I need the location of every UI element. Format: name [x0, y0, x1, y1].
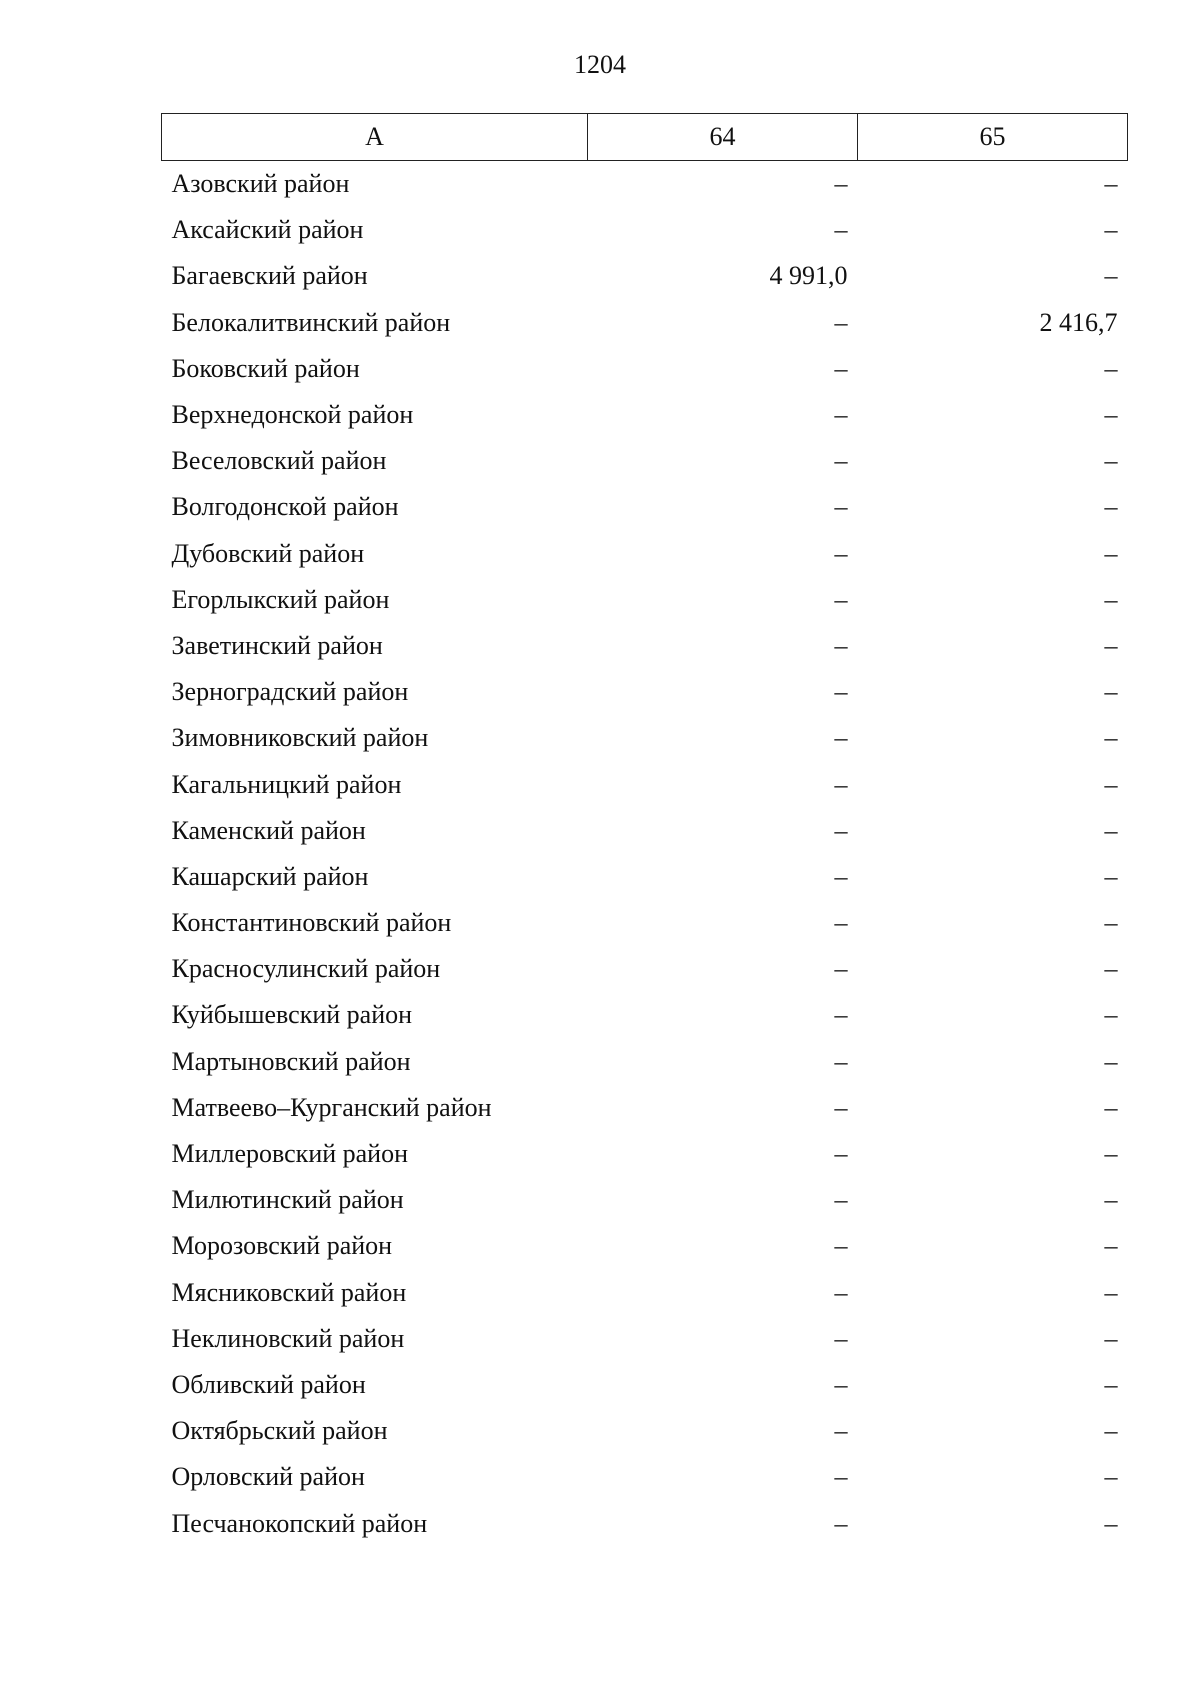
district-name-cell: Матвеево–Курганский район — [171, 1092, 492, 1122]
table-row — [162, 531, 1128, 577]
table-row — [162, 392, 1128, 438]
value-col-65-cell: – — [1104, 1185, 1118, 1215]
data-table — [161, 113, 1128, 1547]
district-name-cell: Неклиновский район — [171, 1323, 405, 1353]
value-col-65-cell: – — [1104, 353, 1118, 383]
table-row — [162, 1316, 1128, 1362]
value-col-64-cell: – — [834, 1277, 848, 1307]
value-col-65-cell: – — [1104, 677, 1118, 707]
value-col-64-cell: – — [834, 169, 848, 199]
table-row — [162, 346, 1128, 392]
district-name-cell: Кашарский район — [171, 861, 369, 891]
table-row — [162, 438, 1128, 484]
value-col-65-cell: – — [1104, 1277, 1118, 1307]
table-row — [162, 577, 1128, 623]
table-row — [162, 808, 1128, 854]
value-col-65-cell: – — [1104, 446, 1118, 476]
value-col-65-cell: – — [1104, 1416, 1118, 1446]
table-row — [162, 946, 1128, 992]
value-col-64-cell: – — [834, 1000, 848, 1030]
value-col-65-cell: – — [1104, 630, 1118, 660]
value-col-64-cell: – — [834, 1369, 848, 1399]
district-name-cell: Верхнедонской район — [171, 400, 414, 430]
table-row — [162, 1408, 1128, 1454]
value-col-65-cell: – — [1104, 861, 1118, 891]
district-name-cell: Константиновский район — [171, 908, 452, 938]
value-col-65-cell: – — [1104, 908, 1118, 938]
value-col-65-cell: 2 416,7 — [1039, 307, 1118, 337]
header-cell-64: 64 — [588, 114, 858, 161]
district-name-cell: Орловский район — [171, 1462, 365, 1492]
value-col-65-cell: – — [1104, 400, 1118, 430]
value-col-64-cell: – — [834, 630, 848, 660]
value-col-65-cell: – — [1104, 1231, 1118, 1261]
table-row — [162, 761, 1128, 807]
value-col-65-cell: – — [1104, 1369, 1118, 1399]
value-col-65-cell: – — [1104, 538, 1118, 568]
table-row — [162, 669, 1128, 715]
table-body — [162, 161, 1128, 1547]
value-col-64-cell: – — [834, 723, 848, 753]
district-name-cell: Егорлыкский район — [171, 584, 390, 614]
table-row — [162, 1362, 1128, 1408]
table-row — [162, 1223, 1128, 1269]
value-col-64-cell: – — [834, 1462, 848, 1492]
value-col-64-cell: – — [834, 584, 848, 614]
table-row — [162, 900, 1128, 946]
value-col-65-cell: – — [1104, 169, 1118, 199]
table-row — [162, 1131, 1128, 1177]
value-col-65-cell: – — [1104, 584, 1118, 614]
district-name-cell: Милютинский район — [171, 1185, 404, 1215]
value-col-65-cell: – — [1104, 815, 1118, 845]
table-row — [162, 1500, 1128, 1546]
table-row — [162, 1270, 1128, 1316]
district-name-cell: Куйбышевский район — [171, 1000, 413, 1030]
value-col-65-cell: – — [1104, 215, 1118, 245]
value-col-64-cell: – — [834, 908, 848, 938]
table-row — [162, 484, 1128, 530]
table-row — [162, 1454, 1128, 1500]
district-name-cell: Волгодонской район — [171, 492, 399, 522]
value-col-64-cell: – — [834, 353, 848, 383]
value-col-64-cell: – — [834, 1231, 848, 1261]
district-name-cell: Заветинский район — [171, 630, 383, 660]
value-col-65-cell: – — [1104, 1508, 1118, 1538]
district-name-cell: Каменский район — [171, 815, 366, 845]
value-col-65-cell: – — [1104, 261, 1118, 291]
table-row — [162, 992, 1128, 1038]
value-col-65-cell: – — [1104, 769, 1118, 799]
district-name-cell: Кагальницкий район — [171, 769, 402, 799]
value-col-64-cell: – — [834, 1139, 848, 1169]
page-number: 1204 — [574, 50, 626, 79]
table-row — [162, 623, 1128, 669]
district-name-cell: Зимовниковский район — [171, 723, 429, 753]
value-col-65-cell: – — [1104, 954, 1118, 984]
header-cell-65: 65 — [858, 114, 1128, 161]
value-col-65-cell: – — [1104, 1139, 1118, 1169]
value-col-64-cell: – — [834, 769, 848, 799]
value-col-64-cell: – — [834, 1092, 848, 1122]
district-name-cell: Аксайский район — [171, 215, 364, 245]
value-col-64-cell: – — [834, 1046, 848, 1076]
value-col-64-cell: – — [834, 815, 848, 845]
district-name-cell: Дубовский район — [171, 538, 365, 568]
district-name-cell: Белокалитвинский район — [171, 307, 451, 337]
district-name-cell: Азовский район — [171, 169, 350, 199]
district-name-cell: Морозовский район — [171, 1231, 393, 1261]
value-col-64-cell: – — [834, 1508, 848, 1538]
district-name-cell: Зерноградский район — [171, 677, 409, 707]
district-name-cell: Октябрьский район — [171, 1416, 388, 1446]
value-col-64-cell: – — [834, 1323, 848, 1353]
district-name-cell: Боковский район — [171, 353, 360, 383]
district-name-cell: Багаевский район — [171, 261, 368, 291]
value-col-64-cell: – — [834, 307, 848, 337]
value-col-64-cell: – — [834, 538, 848, 568]
value-col-65-cell: – — [1104, 1323, 1118, 1353]
value-col-64-cell: – — [834, 1185, 848, 1215]
value-col-65-cell: – — [1104, 1462, 1118, 1492]
value-col-65-cell: – — [1104, 1000, 1118, 1030]
table-row — [162, 253, 1128, 299]
table-row — [162, 1039, 1128, 1085]
value-col-64-cell: – — [834, 954, 848, 984]
value-col-64-cell: – — [834, 492, 848, 522]
table-row — [162, 715, 1128, 761]
value-col-65-cell: – — [1104, 723, 1118, 753]
value-col-64-cell: – — [834, 677, 848, 707]
value-col-64-cell: – — [834, 1416, 848, 1446]
header-row — [162, 114, 1128, 161]
table-row — [162, 161, 1128, 208]
value-col-65-cell: – — [1104, 1092, 1118, 1122]
value-col-64-cell: – — [834, 215, 848, 245]
value-col-64-cell: – — [834, 446, 848, 476]
table-row — [162, 1085, 1128, 1131]
value-col-64-cell: – — [834, 400, 848, 430]
district-name-cell: Красносулинский район — [171, 954, 441, 984]
header-cell-a: А — [162, 114, 588, 161]
table-header — [162, 114, 1128, 161]
district-name-cell: Мартыновский район — [171, 1046, 411, 1076]
table-row — [162, 854, 1128, 900]
value-col-65-cell: – — [1104, 492, 1118, 522]
table-row — [162, 300, 1128, 346]
district-name-cell: Песчанокопский район — [171, 1508, 428, 1538]
value-col-64-cell: 4 991,0 — [769, 261, 848, 291]
district-name-cell: Мясниковский район — [171, 1277, 407, 1307]
district-name-cell: Обливский район — [171, 1369, 366, 1399]
district-name-cell: Миллеровский район — [171, 1139, 409, 1169]
value-col-65-cell: – — [1104, 1046, 1118, 1076]
table-row — [162, 1177, 1128, 1223]
value-col-64-cell: – — [834, 861, 848, 891]
district-name-cell: Веселовский район — [171, 446, 387, 476]
table-row — [162, 207, 1128, 253]
